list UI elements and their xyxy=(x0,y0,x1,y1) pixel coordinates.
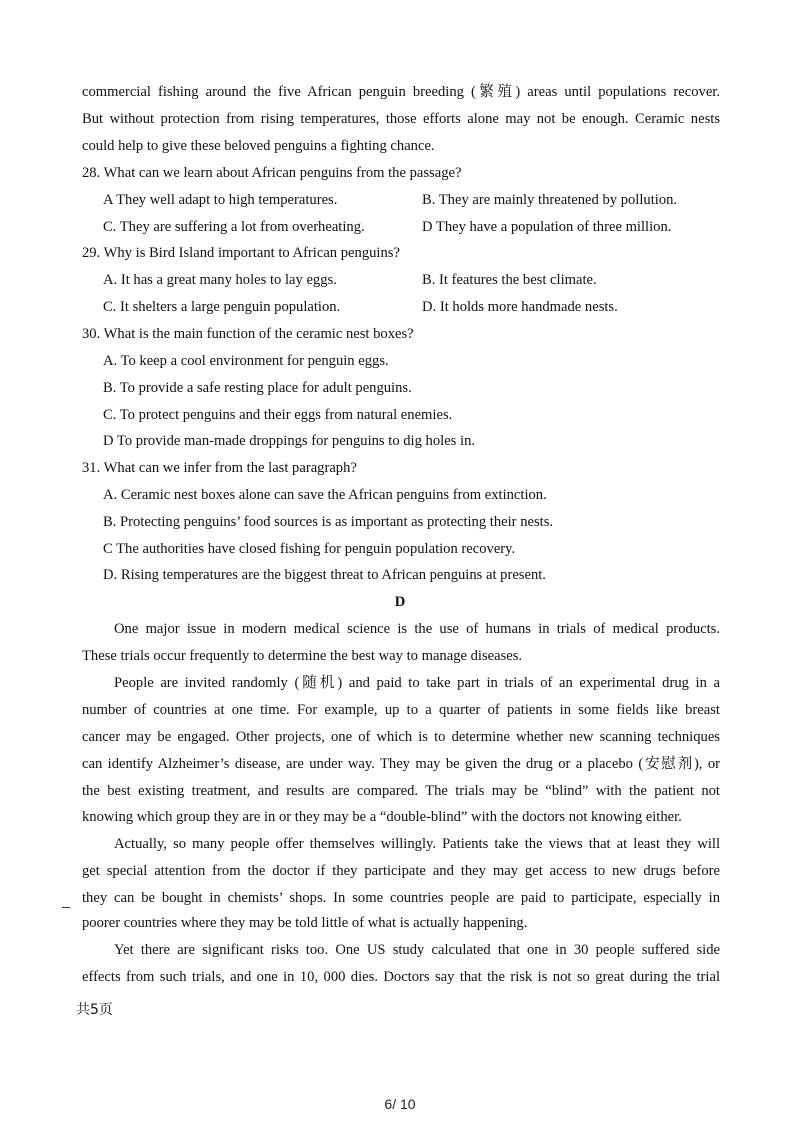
question-28-option-b: B. They are mainly threatened by pollution. xyxy=(422,192,678,208)
passage-d-p2-line: People are invited randomly (随机) and paid to take part in trials of an experimental drug in a xyxy=(114,675,720,691)
question-28-option-a: A They well adapt to high temperatures. xyxy=(103,192,338,208)
question-30-option-c: C. To protect penguins and their eggs from natural enemies. xyxy=(103,407,453,423)
passage-c-line: But without protection from rising temperatures, those efforts alone may not be enough. Ceramic nests xyxy=(82,111,720,127)
question-30-option-b: B. To provide a safe resting place for adult penguins. xyxy=(103,380,412,396)
passage-d-p1-line: These trials occur frequently to determine the best way to manage diseases. xyxy=(82,648,523,664)
question-30-option-a: A. To keep a cool environment for penguin eggs. xyxy=(103,353,389,369)
passage-d-p2-line: can identify Alzheimer’s disease, are under way. They may be given the drug or a placebo (安慰剂), or xyxy=(82,756,720,772)
passage-c-line: commercial fishing around the five African penguin breeding (繁殖) areas until populations recover. xyxy=(82,84,720,100)
passage-d-p3-line: Actually, so many people offer themselves willingly. Patients take the views that at least they will xyxy=(114,836,720,852)
question-31-option-b: B. Protecting penguins’ food sources is as important as protecting their nests. xyxy=(103,514,554,530)
passage-d-p3-line: poorer countries where they may be told little of what is actually happening. xyxy=(82,915,528,931)
question-29-stem xyxy=(82,244,400,262)
question-number: 28. xyxy=(82,165,101,181)
question-29-option-a: A. It has a great many holes to lay eggs. xyxy=(103,272,337,288)
question-number: 30. xyxy=(82,326,101,342)
passage-d-p4-line: effects from such trials, and one in 10, 000 dies. Doctors say that the risk is not so great during the trial xyxy=(82,969,720,985)
margin-dash-mark xyxy=(62,907,70,908)
passage-d-heading: D xyxy=(394,594,406,610)
passage-d-p3-line: get special attention from the doctor if they participate and they may get access to new drugs before xyxy=(82,863,720,879)
question-29-option-b: B. It features the best climate. xyxy=(422,272,597,288)
question-number: 29. xyxy=(82,245,101,261)
question-31-option-c: C The authorities have closed fishing for penguin population recovery. xyxy=(103,541,516,557)
question-28-stem xyxy=(82,164,461,182)
passage-d-p3-line: they can be bought in chemists’ shops. In some countries people are paid to participate, especially in xyxy=(82,890,720,906)
passage-d-p2-line: number of countries at one time. For example, up to a quarter of patients in some fields like breast xyxy=(82,702,720,718)
passage-c-line: could help to give these beloved penguins a fighting chance. xyxy=(82,138,435,154)
question-text: What can we infer from the last paragraph? xyxy=(103,460,357,476)
passage-d-p2-line: knowing which group they are in or they may be a “double-blind” with the doctors not knowing either. xyxy=(82,809,682,825)
question-29-option-d: D. It holds more handmade nests. xyxy=(422,299,618,315)
question-text: Why is Bird Island important to African penguins? xyxy=(103,245,400,261)
question-28-option-c: C. They are suffering a lot from overheating. xyxy=(103,219,365,235)
passage-d-p4-line: Yet there are significant risks too. One US study calculated that one in 30 people suffered side xyxy=(114,942,720,958)
page-indicator: 6/ 10 xyxy=(384,1096,416,1112)
question-text: What is the main function of the ceramic nest boxes? xyxy=(103,326,414,342)
question-31-option-a: A. Ceramic nest boxes alone can save the African penguins from extinction. xyxy=(103,487,547,503)
passage-d-p2-line: the best existing treatment, and results are compared. The trials may be “blind” with the patient not xyxy=(82,783,720,799)
question-30-stem xyxy=(82,325,414,343)
question-28-option-d: D They have a population of three million. xyxy=(422,219,672,235)
question-number: 31. xyxy=(82,460,101,476)
question-30-option-d: D To provide man-made droppings for penguins to dig holes in. xyxy=(103,433,476,449)
passage-d-p2-line: cancer may be engaged. Other projects, one of which is to determine whether new scanning techniques xyxy=(82,729,720,745)
question-31-option-d: D. Rising temperatures are the biggest threat to African penguins at present. xyxy=(103,567,546,583)
question-text: What can we learn about African penguins from the passage? xyxy=(103,165,462,181)
total-pages-label: 共5页 xyxy=(76,1002,113,1018)
passage-d-p1-line: One major issue in modern medical science is the use of humans in trials of medical products. xyxy=(114,621,720,637)
question-31-stem xyxy=(82,459,357,477)
question-29-option-c: C. It shelters a large penguin population. xyxy=(103,299,341,315)
